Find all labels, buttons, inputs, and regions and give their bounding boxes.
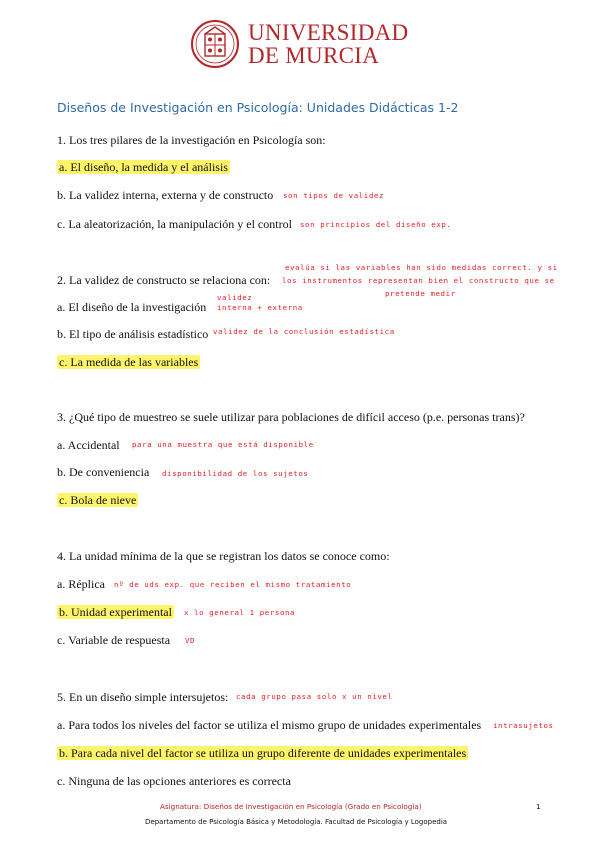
- q2-note-line1: evalúa si las variables han sido medidas correct. y si: [285, 263, 558, 272]
- document-title: Diseños de Investigación en Psicología: Unidades Didácticas 1-2: [57, 100, 459, 115]
- q2-note-a2: interna + externa: [217, 303, 303, 312]
- page-number: 1: [536, 802, 541, 811]
- university-seal-icon: [190, 17, 240, 71]
- q2-option-b: b. El tipo de análisis estadístico: [57, 327, 209, 341]
- q3-option-c: [57, 492, 138, 508]
- q2-option-a: a. El diseño de la investigación: [57, 300, 207, 314]
- q3-option-c-text: c. Bola de nieve: [59, 493, 137, 507]
- logo-line-2: DE MURCIA: [248, 43, 380, 68]
- q5-option-b: [57, 745, 468, 761]
- q5-option-a: a. Para todos los niveles del factor se utiliza el mismo grupo de unidades experimentales: [57, 718, 482, 732]
- q1-option-a: [57, 159, 230, 175]
- q1-note-b: son tipos de validez: [283, 191, 384, 200]
- q4-note-a: nº de uds exp. que reciben el mismo tratamiento: [114, 580, 352, 589]
- q1-question: 1. Los tres pilares de la investigación en Psicología son:: [57, 133, 326, 147]
- q2-question: 2. La validez de constructo se relaciona con:: [57, 273, 271, 287]
- q2-note-line3: pretende medir: [385, 289, 456, 298]
- footer-course: Asignatura: Diseños de Investigación en Psicología (Grado en Psicología): [160, 802, 422, 811]
- q5-note-a: intrasujetos: [493, 721, 554, 730]
- q3-question: 3. ¿Qué tipo de muestreo se suele utilizar para poblaciones de difícil acceso (p.e. personas trans)?: [57, 410, 525, 424]
- q3-note-b: disponibilidad de los sujetos: [162, 469, 309, 478]
- q3-note-a: para una muestra que está disponible: [132, 440, 314, 449]
- footer-department: Departamento de Psicología Básica y Metodología. Facultad de Psicología y Logopedia: [145, 818, 448, 826]
- q5-option-c: c. Ninguna de las opciones anteriores es correcta: [57, 774, 291, 788]
- university-logo: [190, 16, 409, 72]
- q5-option-b-text: b. Para cada nivel del factor se utiliza un grupo diferente de unidades experimentales: [59, 746, 467, 760]
- university-name: [248, 21, 408, 67]
- q4-question: 4. La unidad mínima de la que se registran los datos se conoce como:: [57, 549, 390, 563]
- q4-option-b: [57, 604, 174, 620]
- q2-note-line2: los instrumentos representan bien el constructo que se: [282, 276, 555, 285]
- q4-option-a: a. Réplica: [57, 577, 105, 591]
- q5-question: 5. En un diseño simple intersujetos:: [57, 690, 229, 704]
- q3-option-a: a. Accidental: [57, 438, 120, 452]
- q4-note-b: x lo general 1 persona: [184, 608, 296, 617]
- q4-option-b-text: b. Unidad experimental: [59, 605, 172, 619]
- q3-option-b: b. De conveniencia: [57, 465, 150, 479]
- q5-note-question: cada grupo pasa solo x un nivel: [236, 692, 393, 701]
- q2-note-a1: validez: [217, 293, 253, 302]
- q1-option-a-text: a. El diseño, la medida y el análisis: [59, 160, 228, 174]
- logo-line-1: UNIVERSIDAD: [248, 20, 409, 45]
- q1-option-c: c. La aleatorización, la manipulación y el control: [57, 217, 292, 231]
- q1-note-c: son principios del diseño exp.: [300, 220, 452, 229]
- q2-option-c-text: c. La medida de las variables: [59, 355, 199, 369]
- q4-option-c: c. Variable de respuesta: [57, 633, 171, 647]
- q4-note-c: VD: [185, 636, 196, 645]
- q2-option-c: [57, 354, 200, 370]
- q1-option-b: b. La validez interna, externa y de constructo: [57, 188, 274, 202]
- q2-note-b: validez de la conclusión estadística: [213, 327, 395, 336]
